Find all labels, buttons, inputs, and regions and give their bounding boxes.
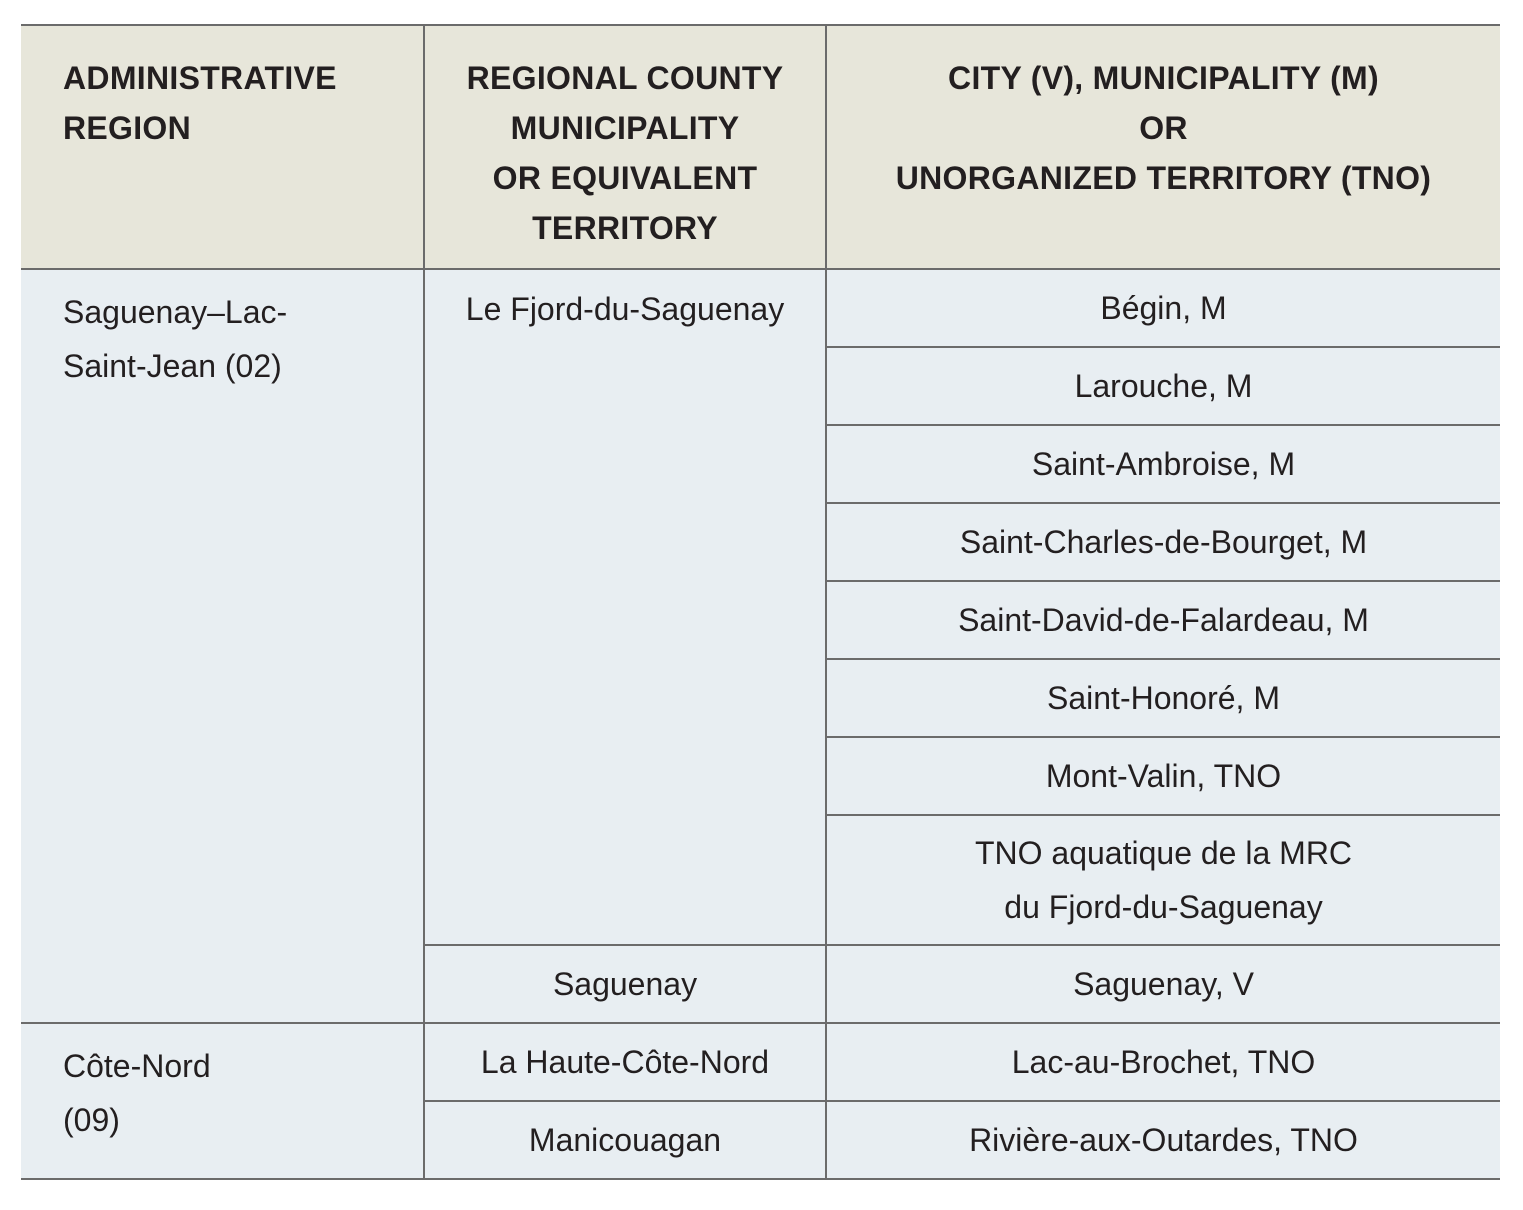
city-name: Bégin, M [1100, 290, 1227, 326]
header-line: REGIONAL COUNTY [466, 60, 784, 96]
city-cell [826, 347, 1500, 425]
city-name: Saint-Ambroise, M [1031, 446, 1296, 482]
city-name: Saint-Charles-de-Bourget, M [959, 524, 1368, 560]
header-row [21, 25, 1500, 269]
region-name-line: Saint-Jean (02) [63, 348, 282, 384]
city-cell [826, 503, 1500, 581]
city-cell [826, 815, 1500, 945]
header-administrative-region [21, 25, 424, 269]
header-regional-county-municipality [424, 25, 826, 269]
city-name-line: TNO aquatique de la MRC [974, 835, 1353, 871]
header-line: OR [1139, 110, 1188, 146]
region-name-line: Côte-Nord [63, 1048, 211, 1084]
city-name: Saguenay, V [1073, 966, 1254, 1002]
city-name: Saint-David-de-Falardeau, M [958, 602, 1369, 638]
header-line: UNORGANIZED TERRITORY (TNO) [895, 160, 1432, 196]
header-line: OR EQUIVALENT [492, 160, 758, 196]
city-name: Saint-Honoré, M [1047, 680, 1280, 716]
city-cell [826, 1101, 1500, 1179]
table-row [21, 1023, 1500, 1101]
mrc-cell: La Haute-Côte-Nord [424, 1023, 826, 1101]
city-name-line: du Fjord-du-Saguenay [1004, 889, 1323, 925]
header-line: TERRITORY [532, 210, 718, 246]
region-cell [21, 269, 424, 1023]
header-line: REGION [63, 110, 192, 146]
header-line: MUNICIPALITY [510, 110, 740, 146]
city-name: Rivière-aux-Outardes, TNO [969, 1122, 1358, 1158]
region-name-line: Saguenay–Lac- [63, 294, 288, 330]
city-name: Larouche, M [1074, 368, 1253, 404]
table-row [21, 269, 1500, 347]
region-cell [21, 1023, 424, 1179]
city-cell [826, 269, 1500, 347]
mrc-cell: Manicouagan [424, 1101, 826, 1179]
city-cell [826, 1023, 1500, 1101]
city-cell [826, 737, 1500, 815]
city-name: Mont-Valin, TNO [1045, 758, 1282, 794]
city-cell [826, 945, 1500, 1023]
header-line: CITY (V), MUNICIPALITY (M) [948, 60, 1379, 96]
mrc-cell: Le Fjord-du-Saguenay [424, 269, 826, 945]
municipality-table [21, 24, 1500, 1180]
city-cell [826, 425, 1500, 503]
city-cell [826, 659, 1500, 737]
mrc-cell: Saguenay [424, 945, 826, 1023]
header-city-municipality-territory [826, 25, 1500, 269]
city-name: Lac-au-Brochet, TNO [1011, 1044, 1316, 1080]
header-line: ADMINISTRATIVE [63, 60, 337, 96]
region-name-line: (09) [63, 1102, 120, 1138]
city-cell [826, 581, 1500, 659]
